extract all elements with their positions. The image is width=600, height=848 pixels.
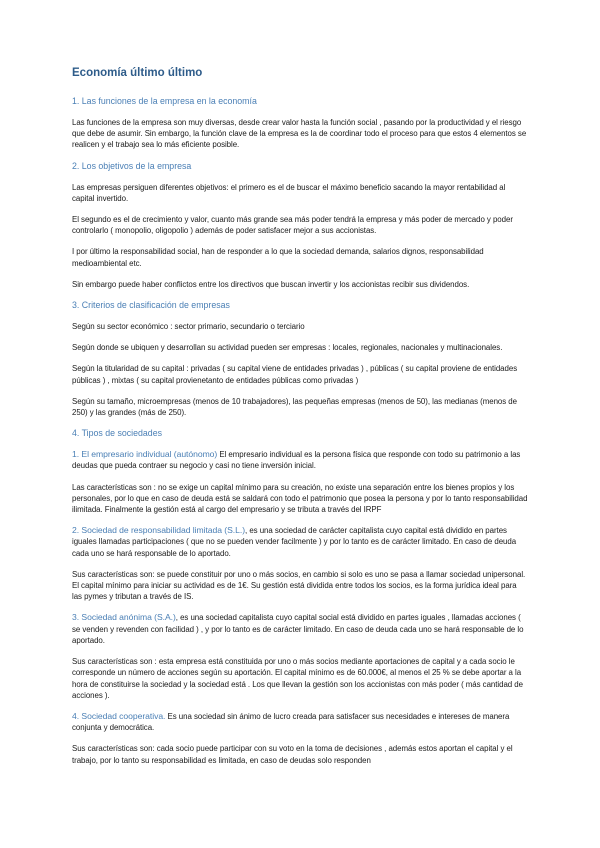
society-type-paragraph: [72, 711, 528, 733]
paragraph: Sus características son: cada socio puede participar con su voto en la toma de decisiones , además estos aportan el capital y el trabajo, por lo tanto su responsabilidad es limitada, en caso de deudas solo responden: [72, 744, 513, 765]
section-heading-objetivos: 2. Los objetivos de la empresa: [72, 160, 192, 171]
paragraph: Según su sector económico : sector primario, secundario o terciario: [72, 322, 305, 332]
society-type-heading: 3. Sociedad anónima (S.A.): [72, 612, 176, 623]
society-type-text: El empresario individual es la persona física que responde con todo su patrimonio a las deudas que pueda contraer su negocio y casi no tiene inversión inicial.: [72, 450, 521, 471]
society-type-paragraph: [72, 525, 528, 559]
paragraph: Las características son : no se exige un capital mínimo para su creación, no existe una separación entre los bienes propios y los personales, por lo que en caso de deuda está se saldará con todo el patrimonio que posea la persona y por lo tanto responsabilidad ilimitada. Finalmente la gestión está al cargo del empresario y se tributa a través del IRPF: [72, 482, 528, 515]
society-type-heading: 1. El empresario individual (autónomo): [72, 449, 218, 460]
society-type-text: Es una sociedad sin ánimo de lucro creada para satisfacer sus necesidades e intereses de manera conjunta y democrática.: [72, 711, 510, 733]
paragraph: Sus características son : esta empresa está constituida por uno o más socios mediante aportaciones de capital y a cada socio le corresponde un número de acciones según su aportación. El capital mínimo es de 60.000€, al menos el 25 % se debe aportar a la hora de constituirse la sociedad y la sociedad está . Los que llevan la gestión son los accionistas con más poder ( más cantidad de acciones ).: [72, 657, 523, 700]
section-heading-tipos-sociedades: 4. Tipos de sociedades: [72, 428, 162, 439]
section-heading-criterios: 3. Criterios de clasificación de empresas: [72, 300, 230, 311]
paragraph: I por último la responsabilidad social, han de responder a lo que la sociedad demanda, salarios dignos, responsabilidad medioambiental etc.: [72, 247, 484, 268]
society-type-text: , es una sociedad capitalista cuyo capital social está dividido en partes iguales , llamadas acciones ( se venden y revenden con facilidad ) , y por lo tanto es de carácter limitado. En caso de deuda cada uno se hará responsable de lo aportado.: [72, 613, 524, 645]
paragraph: Las empresas persiguen diferentes objetivos: el primero es el de buscar el máximo beneficio sacando la mayor rentabilidad al capital invertido.: [72, 182, 506, 203]
society-type-heading: 2. Sociedad de responsabilidad limitada (S.L.): [72, 525, 246, 536]
paragraph: Según su tamaño, microempresas (menos de 10 trabajadores), las pequeñas empresas (menos de 50), las medianas (menos de 250) y las grandes (más de 250).: [72, 396, 517, 418]
society-type-heading: 4. Sociedad cooperativa.: [72, 710, 166, 721]
paragraph: Las funciones de la empresa son muy diversas, desde crear valor hasta la función social , pasando por la productividad y el riesgo que debe de asumir. Sin embargo, la función clave de la empresa es la de coordinar todo el proceso para que estos 4 elementos se realicen y el trabajo sea lo más eficiente posible.: [72, 118, 527, 150]
society-type-text: , es una sociedad de carácter capitalista cuyo capital está dividido en partes iguales llamadas participaciones ( que no se pueden vender facilmente ) y por lo tanto es de carácter limitado. En caso de deuda cada uno se hará responsable de lo aportado.: [72, 526, 517, 558]
paragraph: Sin embargo puede haber conflictos entre los directivos que buscan invertir y los accionistas recibir sus dividendos.: [72, 279, 470, 289]
paragraph: Según donde se ubiquen y desarrollan su actividad pueden ser empresas : locales, regionales, nacionales y multinacionales.: [72, 343, 503, 353]
paragraph: Sus características son: se puede constituir por uno o más socios, en cambio si solo es uno se pasa a llamar sociedad unipersonal. El capital mínimo para iniciar su actividad es de 1€. Su gestión está dividida entre todos los socios, es la forma jurídica ideal para las pymes y tributan a través de IS.: [72, 569, 526, 602]
document-page: [72, 66, 528, 776]
society-type-paragraph: [72, 612, 528, 646]
society-type-paragraph: [72, 449, 528, 471]
paragraph: El segundo es el de crecimiento y valor, cuanto más grande sea más poder tendrá la empresa y más poder de mercado y poder controlarlo ( monopolio, oligopolio ) además de poder satisfacer mejor a sus accionistas.: [72, 215, 513, 236]
section-heading-funciones: 1. Las funciones de la empresa en la economía: [72, 96, 257, 106]
document-title: Economía último último: [72, 67, 203, 79]
paragraph: Según la titularidad de su capital : privadas ( su capital viene de entidades privadas ) , públicas ( su capital proviene de entidades públicas ) , mixtas ( su capital provienetanto de entidades públicas como privadas ): [72, 364, 518, 385]
